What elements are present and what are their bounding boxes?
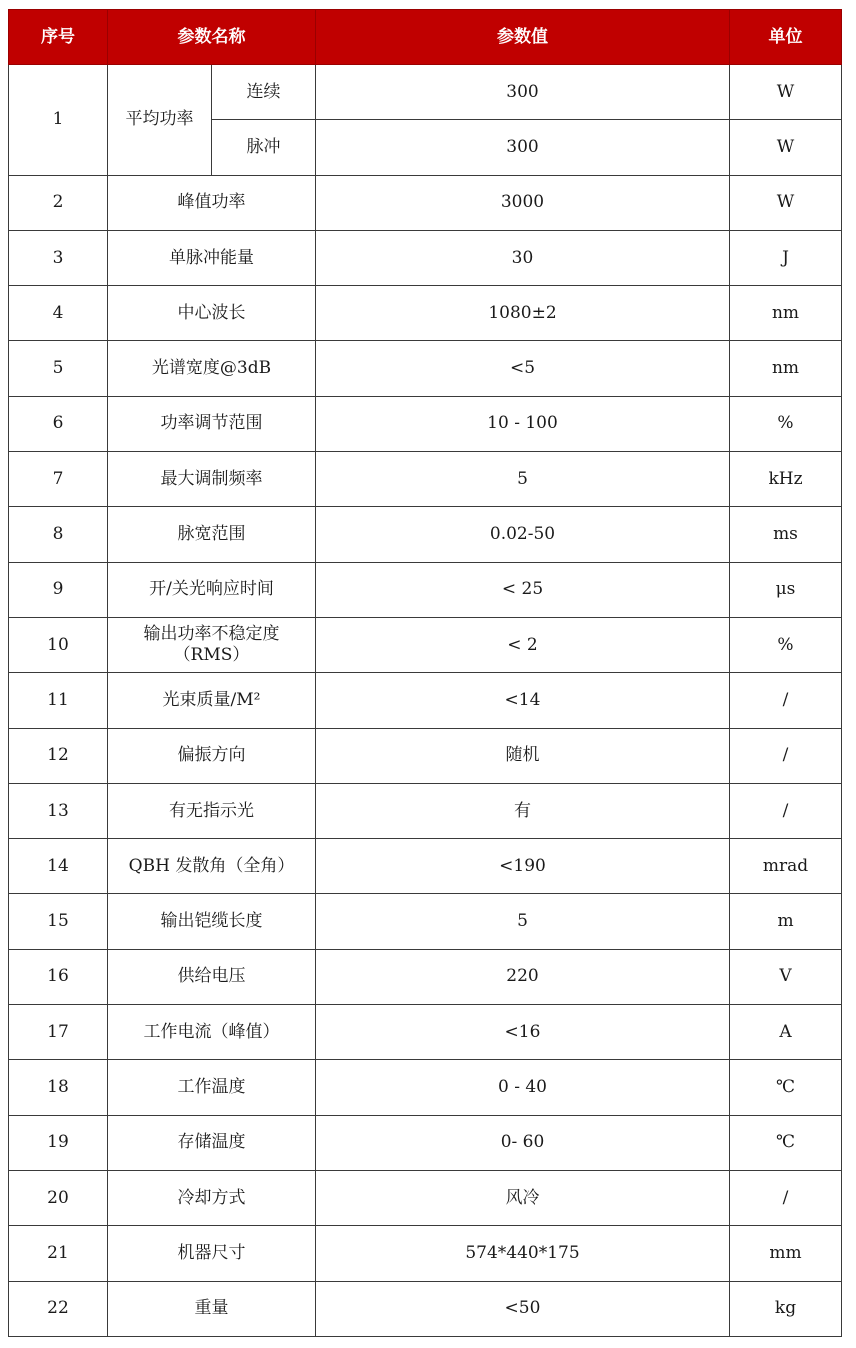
row-name	[108, 396, 316, 451]
row-name	[108, 1226, 316, 1281]
row-name: 平均功率	[108, 65, 212, 176]
row-value: 574*440*175	[316, 1226, 730, 1281]
row-value: 3000	[316, 175, 730, 230]
row-name-text: 机器尺寸	[177, 1242, 246, 1263]
row-no: 18	[9, 1060, 108, 1115]
header-param-name: 参数名称	[108, 10, 316, 65]
header-no: 序号	[9, 10, 108, 65]
row-unit: V	[730, 949, 842, 1004]
row-value: 220	[316, 949, 730, 1004]
row-name-text: 冷却方式	[177, 1187, 246, 1208]
row-unit: /	[730, 1170, 842, 1225]
row-value: 10 - 100	[316, 396, 730, 451]
row-name-text: 供给电压	[177, 966, 246, 987]
table-row	[9, 396, 842, 451]
row-no: 8	[9, 507, 108, 562]
row-no: 12	[9, 728, 108, 783]
row-value: 1080±2	[316, 286, 730, 341]
row-name	[108, 894, 316, 949]
row-name-text: 开/关光响应时间	[149, 579, 274, 600]
table-row	[9, 783, 842, 838]
row-name-text: 存储温度	[177, 1132, 246, 1153]
row-unit: nm	[730, 341, 842, 396]
row-value: 有	[316, 783, 730, 838]
header-param-value: 参数值	[316, 10, 730, 65]
row-name-text: 输出铠缆长度	[160, 911, 263, 932]
row-name	[108, 175, 316, 230]
row-name	[108, 452, 316, 507]
row-value: <16	[316, 1005, 730, 1060]
row-value: 5	[316, 452, 730, 507]
header-row	[9, 10, 842, 65]
row-name	[108, 507, 316, 562]
row-name-text: 最大调制频率	[160, 468, 263, 489]
row-no: 1	[9, 65, 108, 176]
spec-table	[8, 9, 842, 1337]
table-row	[9, 507, 842, 562]
row-unit: W	[730, 175, 842, 230]
row-unit: ℃	[730, 1060, 842, 1115]
row-value: 随机	[316, 728, 730, 783]
header-unit: 单位	[730, 10, 842, 65]
row-no: 7	[9, 452, 108, 507]
row-unit: ms	[730, 507, 842, 562]
table-row	[9, 286, 842, 341]
table-row	[9, 949, 842, 1004]
row-name	[108, 949, 316, 1004]
row-value: < 25	[316, 562, 730, 617]
row-subname: 连续	[212, 65, 316, 120]
row-no: 21	[9, 1226, 108, 1281]
row-name	[108, 562, 316, 617]
row-unit: %	[730, 617, 842, 672]
row-no: 6	[9, 396, 108, 451]
table-row	[9, 1060, 842, 1115]
row-name	[108, 1005, 316, 1060]
row-value: 5	[316, 894, 730, 949]
row-no: 15	[9, 894, 108, 949]
row-name-text: 光束质量/M²	[162, 689, 261, 710]
row-no: 3	[9, 230, 108, 285]
table-body	[9, 65, 842, 1337]
table-row	[9, 839, 842, 894]
row-value: 300	[316, 120, 730, 175]
row-unit: /	[730, 728, 842, 783]
table-row	[9, 562, 842, 617]
row-name-text: 输出功率不稳定度	[143, 624, 280, 645]
row-no: 10	[9, 617, 108, 672]
row-name-text: 中心波长	[177, 302, 246, 323]
row-name	[108, 617, 316, 672]
row-no: 4	[9, 286, 108, 341]
row-no: 17	[9, 1005, 108, 1060]
row-no: 5	[9, 341, 108, 396]
row-name-text: 偏振方向	[177, 745, 246, 766]
row-unit: W	[730, 120, 842, 175]
row-name-text: 功率调节范围	[160, 413, 263, 434]
row-name	[108, 1060, 316, 1115]
row-name-text: 峰值功率	[177, 192, 246, 213]
row-unit: nm	[730, 286, 842, 341]
table-row	[9, 452, 842, 507]
table-row	[9, 617, 842, 672]
row-no: 16	[9, 949, 108, 1004]
table-header	[9, 10, 842, 65]
row-value: 0.02-50	[316, 507, 730, 562]
row-name-text: QBH 发散角（全角）	[128, 855, 295, 876]
table-row	[9, 673, 842, 728]
row-value: 0 - 40	[316, 1060, 730, 1115]
row-name	[108, 1281, 316, 1336]
row-no: 14	[9, 839, 108, 894]
table-row	[9, 728, 842, 783]
table-row	[9, 175, 842, 230]
row-unit: J	[730, 230, 842, 285]
table-row	[9, 65, 842, 120]
row-value: < 2	[316, 617, 730, 672]
row-name-text: 工作电流（峰值）	[143, 1021, 280, 1042]
row-name	[108, 341, 316, 396]
row-unit: mm	[730, 1226, 842, 1281]
row-no: 13	[9, 783, 108, 838]
row-no: 2	[9, 175, 108, 230]
row-unit: ℃	[730, 1115, 842, 1170]
row-unit: A	[730, 1005, 842, 1060]
row-value: 0- 60	[316, 1115, 730, 1170]
row-unit: W	[730, 65, 842, 120]
row-no: 22	[9, 1281, 108, 1336]
row-unit: /	[730, 783, 842, 838]
row-name-text: 单脉冲能量	[169, 247, 254, 268]
row-name-text: 光谱宽度@3dB	[151, 358, 272, 379]
row-value: <5	[316, 341, 730, 396]
row-name	[108, 839, 316, 894]
row-name-text-line2: （RMS）	[173, 645, 250, 666]
row-no: 11	[9, 673, 108, 728]
row-name	[108, 286, 316, 341]
row-value: <50	[316, 1281, 730, 1336]
table-row	[9, 1170, 842, 1225]
row-name	[108, 1115, 316, 1170]
table-row	[9, 230, 842, 285]
row-name	[108, 1170, 316, 1225]
row-name	[108, 783, 316, 838]
table-row	[9, 1281, 842, 1336]
row-unit: m	[730, 894, 842, 949]
row-value: <14	[316, 673, 730, 728]
table-row	[9, 1005, 842, 1060]
row-unit: %	[730, 396, 842, 451]
row-name-text: 工作温度	[177, 1076, 246, 1097]
row-value: 300	[316, 65, 730, 120]
row-name-text: 脉宽范围	[177, 524, 246, 545]
row-subname: 脉冲	[212, 120, 316, 175]
row-name	[108, 673, 316, 728]
row-unit: mrad	[730, 839, 842, 894]
table-row	[9, 1115, 842, 1170]
row-name-text: 重量	[194, 1298, 229, 1319]
row-unit: μs	[730, 562, 842, 617]
row-name	[108, 230, 316, 285]
row-name-text: 有无指示光	[169, 800, 254, 821]
table-row	[9, 1226, 842, 1281]
row-value: <190	[316, 839, 730, 894]
row-unit: kg	[730, 1281, 842, 1336]
table-row	[9, 894, 842, 949]
row-value: 30	[316, 230, 730, 285]
table-row	[9, 341, 842, 396]
row-unit: /	[730, 673, 842, 728]
row-value: 风冷	[316, 1170, 730, 1225]
row-name	[108, 728, 316, 783]
row-unit: kHz	[730, 452, 842, 507]
row-no: 20	[9, 1170, 108, 1225]
row-no: 19	[9, 1115, 108, 1170]
row-no: 9	[9, 562, 108, 617]
